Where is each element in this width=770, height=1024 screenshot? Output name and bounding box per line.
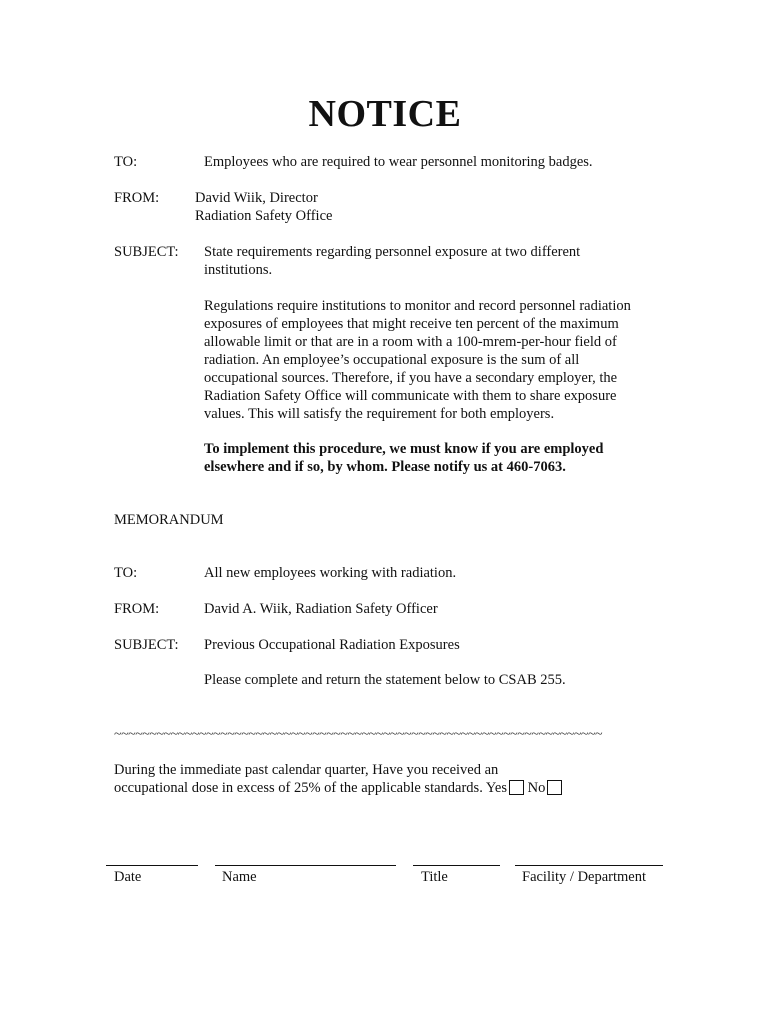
body-line: occupational sources. Therefore, if you have a secondary employer, the xyxy=(204,370,618,386)
memo-subject-label: SUBJECT: xyxy=(114,637,179,653)
notice-from-office: Radiation Safety Office xyxy=(195,208,333,224)
memo-from-value: David A. Wiik, Radiation Safety Officer xyxy=(204,601,438,617)
memo-heading: MEMORANDUM xyxy=(114,512,224,528)
facility-label: Facility / Department xyxy=(522,869,647,885)
body-line: radiation. An employee’s occupational exposure is the sum of all xyxy=(204,352,580,368)
title-label: Title xyxy=(421,869,448,885)
body-line: Radiation Safety Office will communicate with them to share exposure xyxy=(204,388,617,404)
notice-from-name: David Wiik, Director xyxy=(195,190,318,206)
bold-line: To implement this procedure, we must know if you are employed xyxy=(204,441,604,457)
facility-signature-line[interactable] xyxy=(515,865,663,866)
notice-body xyxy=(204,297,631,423)
memo-from-label: FROM: xyxy=(114,601,160,617)
notice-to-label: TO: xyxy=(114,154,138,170)
notice-title: NOTICE xyxy=(308,93,462,135)
no-checkbox[interactable] xyxy=(547,780,562,795)
body-line: exposures of employees that might receive ten percent of the maximum xyxy=(204,316,619,332)
notice-to-value: Employees who are required to wear personnel monitoring badges. xyxy=(204,154,593,170)
notice-bold-instruction xyxy=(204,440,603,476)
date-signature-line[interactable] xyxy=(106,865,198,866)
body-line: allowable limit or that are in a room with a 100-mrem-per-hour field of xyxy=(204,334,617,350)
title-signature-line[interactable] xyxy=(413,865,500,866)
bold-line: elsewhere and if so, by whom. Please notify us at 460-7063. xyxy=(204,459,566,475)
memo-to-label: TO: xyxy=(114,565,138,581)
memo-subject-value: Previous Occupational Radiation Exposures xyxy=(204,637,460,653)
statement-question: occupational dose in excess of 25% of the applicable standards. Yes xyxy=(114,780,508,796)
notice-subject-label: SUBJECT: xyxy=(114,244,179,260)
notice-subject-line2: institutions. xyxy=(204,262,273,278)
body-line: values. This will satisfy the requirement for both employers. xyxy=(204,406,555,422)
yes-checkbox[interactable] xyxy=(509,780,524,795)
body-line: Regulations require institutions to monitor and record personnel radiation xyxy=(204,298,631,314)
memo-to-value: All new employees working with radiation. xyxy=(204,565,457,581)
name-label: Name xyxy=(222,869,257,885)
tilde-separator: ~~~~~~~~~~~~~~~~~~~~~~~~~~~~~~~~~~~~~~~~~~~~~~~~~~~~~~~~~~~~~~~~~~~~~ xyxy=(114,727,603,742)
statement-line1: During the immediate past calendar quarter, Have you received an xyxy=(114,762,499,778)
memo-instruction: Please complete and return the statement below to CSAB 255. xyxy=(204,672,566,688)
no-label: No xyxy=(527,780,546,796)
notice-subject-line1: State requirements regarding personnel exposure at two different xyxy=(204,244,581,260)
date-label: Date xyxy=(114,869,142,885)
notice-from-label: FROM: xyxy=(114,190,160,206)
statement-line2 xyxy=(114,780,562,797)
name-signature-line[interactable] xyxy=(215,865,396,866)
